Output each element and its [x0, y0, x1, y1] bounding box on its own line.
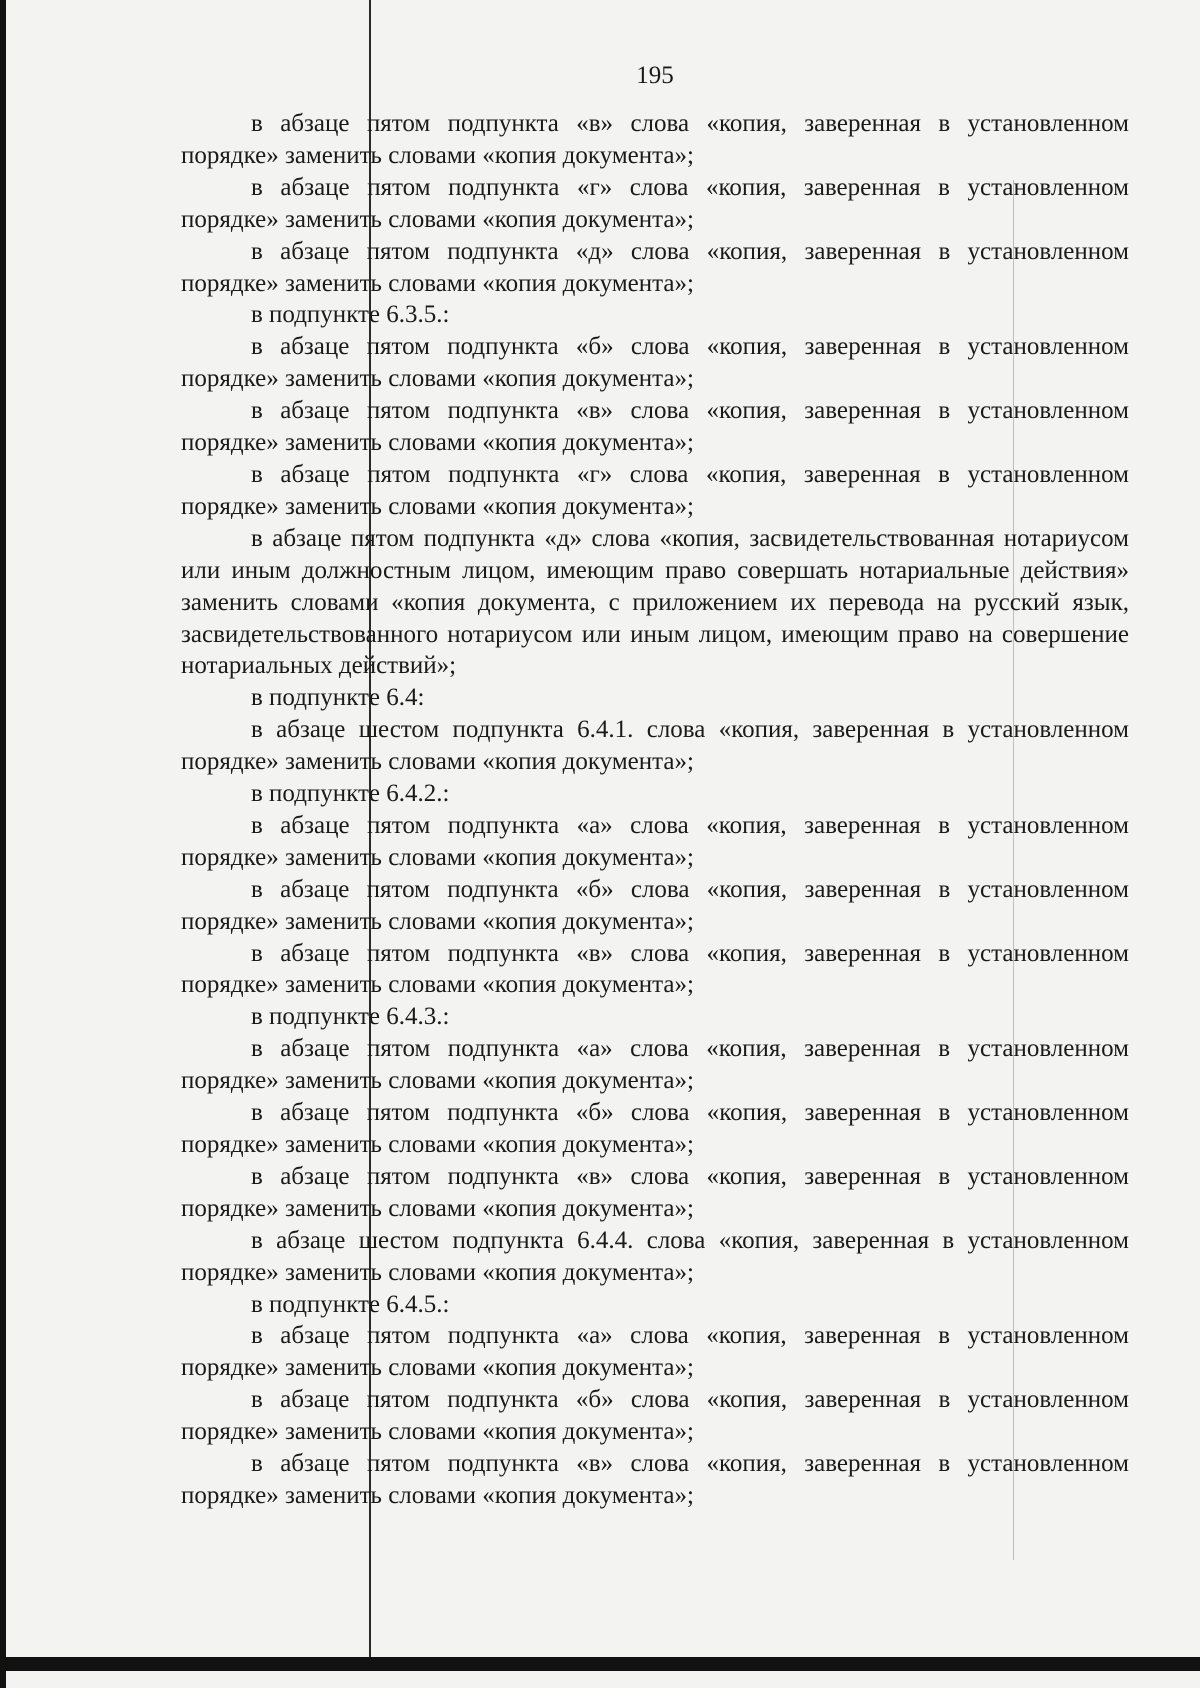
page-number: 195 — [636, 62, 674, 89]
paragraph: в абзаце пятом подпункта «б» слова «копия, заверенная в установленном порядке» заменить словами «копия документа»; — [181, 1099, 1129, 1158]
paragraph: в абзаце шестом подпункта 6.4.1. слова «копия, заверенная в установленном порядке» заменить словами «копия документа»; — [181, 716, 1129, 776]
paragraph: в подпункте 6.4.2.: — [251, 780, 450, 808]
paragraph: в подпункте 6.4.3.: — [251, 1003, 450, 1031]
paragraph: в абзаце пятом подпункта «б» слова «копия, заверенная в установленном порядке» заменить словами «копия документа»; — [181, 333, 1129, 393]
document-body — [181, 108, 1129, 1512]
paragraph: в абзаце пятом подпункта «б» слова «копия, заверенная в установленном порядке» заменить словами «копия документа»; — [181, 1386, 1129, 1446]
paragraph: в подпункте 6.4: — [251, 684, 425, 712]
scan-border-bottom — [0, 1657, 1200, 1671]
paragraph: в абзаце пятом подпункта «д» слова «копия, заверенная в установленном порядке» заменить словами «копия документа»; — [181, 237, 1129, 297]
paragraph: в абзаце пятом подпункта «в» слова «копия, заверенная в установленном порядке» заменить словами «копия документа»; — [181, 1450, 1129, 1509]
paragraph: в абзаце пятом подпункта «д» слова «копия, засвидетельствованная нотариусом или иным должностным лицом, имеющим право совершать нотариальные действия» заменить словами «копия документа, с приложением их перевода на русский язык, засвидетельствованного нотариусом или иным лицом, имеющим право на совершение нотариальных действий»; — [181, 524, 1129, 680]
paragraph: в подпункте 6.4.5.: — [251, 1290, 450, 1318]
paragraph: в абзаце пятом подпункта «в» слова «копия, заверенная в установленном порядке» заменить словами «копия документа»; — [181, 1162, 1129, 1222]
paragraph: в абзаце пятом подпункта «а» слова «копия, заверенная в установленном порядке» заменить словами «копия документа»; — [181, 1035, 1129, 1095]
paragraph: в подпункте 6.3.5.: — [251, 301, 450, 329]
paragraph: в абзаце пятом подпункта «г» слова «копия, заверенная в установленном порядке» заменить словами «копия документа»; — [181, 460, 1129, 520]
paragraph: в абзаце пятом подпункта «в» слова «копия, заверенная в установленном порядке» заменить словами «копия документа»; — [181, 939, 1129, 999]
paragraph: в абзаце пятом подпункта «б» слова «копия, заверенная в установленном порядке» заменить словами «копия документа»; — [181, 875, 1129, 935]
scan-border-left — [0, 0, 6, 1688]
paragraph: в абзаце шестом подпункта 6.4.4. слова «копия, заверенная в установленном порядке» заменить словами «копия документа»; — [181, 1226, 1129, 1286]
paragraph: в абзаце пятом подпункта «а» слова «копия, заверенная в установленном порядке» заменить словами «копия документа»; — [181, 811, 1129, 871]
paragraph: в абзаце пятом подпункта «а» слова «копия, заверенная в установленном порядке» заменить словами «копия документа»; — [181, 1322, 1129, 1382]
paragraph: в абзаце пятом подпункта «в» слова «копия, заверенная в установленном порядке» заменить словами «копия документа»; — [181, 397, 1129, 457]
paragraph: в абзаце пятом подпункта «в» слова «копия, заверенная в установленном порядке» заменить словами «копия документа»; — [181, 110, 1129, 169]
paragraph: в абзаце пятом подпункта «г» слова «копия, заверенная в установленном порядке» заменить словами «копия документа»; — [181, 173, 1129, 233]
